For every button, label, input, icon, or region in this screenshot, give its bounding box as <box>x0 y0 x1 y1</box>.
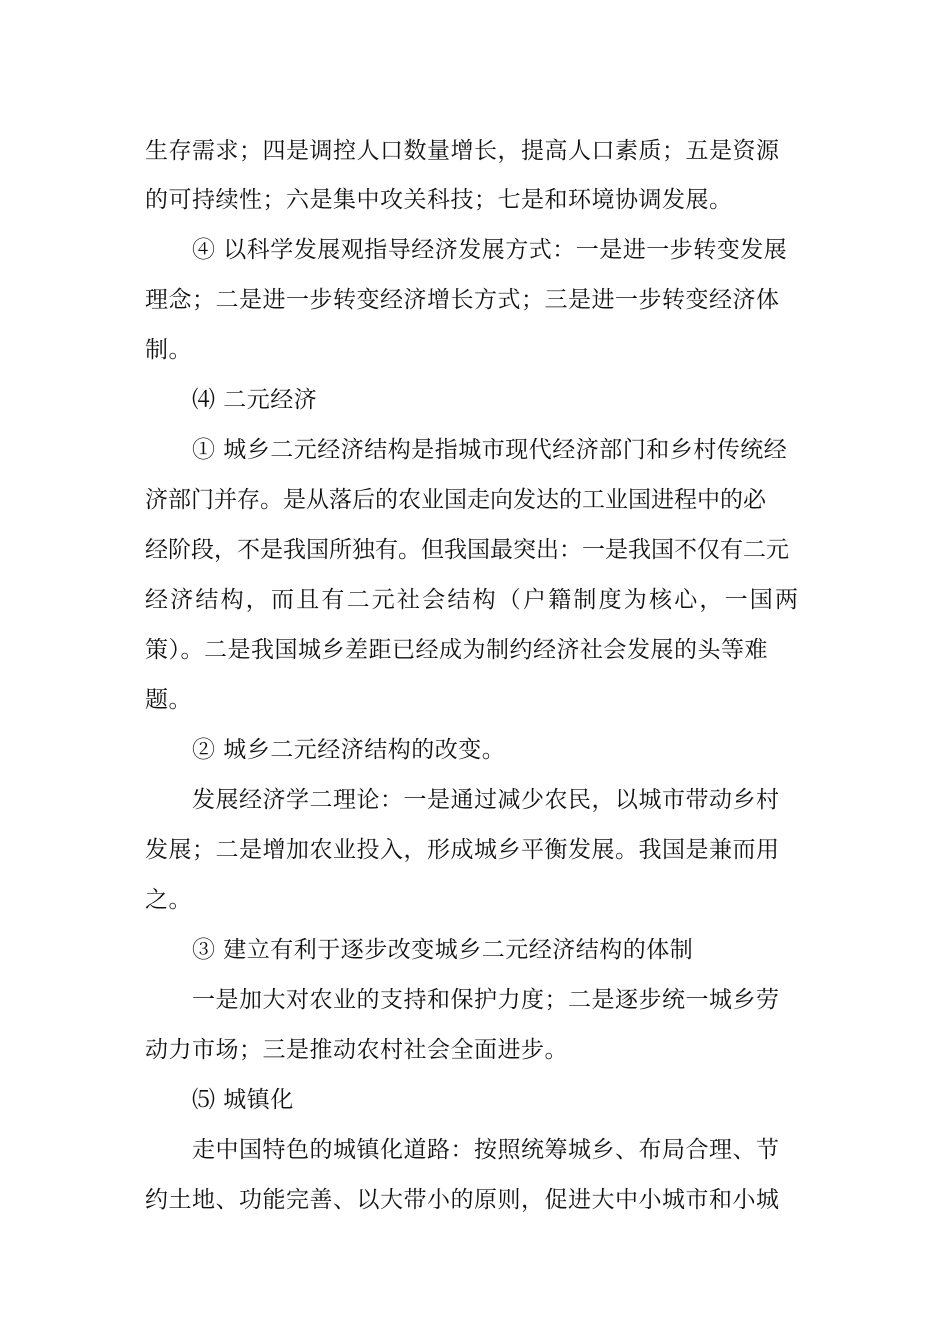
section-heading: ⑸ 城镇化 <box>192 1087 294 1113</box>
text-line: 理念；二是进一步转变经济增长方式；三是进一步转变经济体 <box>145 287 780 313</box>
text-line: 一是加大对农业的支持和保护力度；二是逐步统一城乡劳 <box>192 987 780 1013</box>
text-line: 动力市场；三是推动农村社会全面进步。 <box>145 1037 568 1063</box>
text-line: 题。 <box>145 687 192 713</box>
text-line: 走中国特色的城镇化道路：按照统筹城乡、布局合理、节 <box>192 1137 780 1163</box>
text-line: 策）。二是我国城乡差距已经成为制约经济社会发展的头等难 <box>145 637 768 663</box>
text-line: 约土地、功能完善、以大带小的原则，促进大中小城市和小城 <box>145 1187 780 1213</box>
text-line: 的可持续性；六是集中攻关科技；七是和环境协调发展。 <box>145 187 733 213</box>
text-line: 经阶段，不是我国所独有。但我国最突出：一是我国不仅有二元 <box>145 537 789 563</box>
text-line: 发展经济学二理论：一是通过减少农民，以城市带动乡村 <box>192 787 780 813</box>
text-line: 经济结构，而且有二元社会结构（户籍制度为核心，一国两 <box>145 587 801 613</box>
text-line: ② 城乡二元经济结构的改变。 <box>192 737 506 763</box>
text-line: ③ 建立有利于逐步改变城乡二元经济结构的体制 <box>192 937 694 963</box>
text-line: 发展；二是增加农业投入，形成城乡平衡发展。我国是兼而用 <box>145 837 780 863</box>
section-heading: ⑷ 二元经济 <box>192 387 318 413</box>
text-line: 制。 <box>145 337 192 363</box>
text-line: ④ 以科学发展观指导经济发展方式：一是进一步转变发展 <box>192 237 788 263</box>
text-line: 济部门并存。是从落后的农业国走向发达的工业国进程中的必 <box>145 487 766 513</box>
text-line: ① 城乡二元经济结构是指城市现代经济部门和乡村传统经 <box>192 437 788 463</box>
text-line: 生存需求；四是调控人口数量增长，提高人口素质；五是资源 <box>145 138 780 164</box>
text-line: 之。 <box>145 887 192 913</box>
